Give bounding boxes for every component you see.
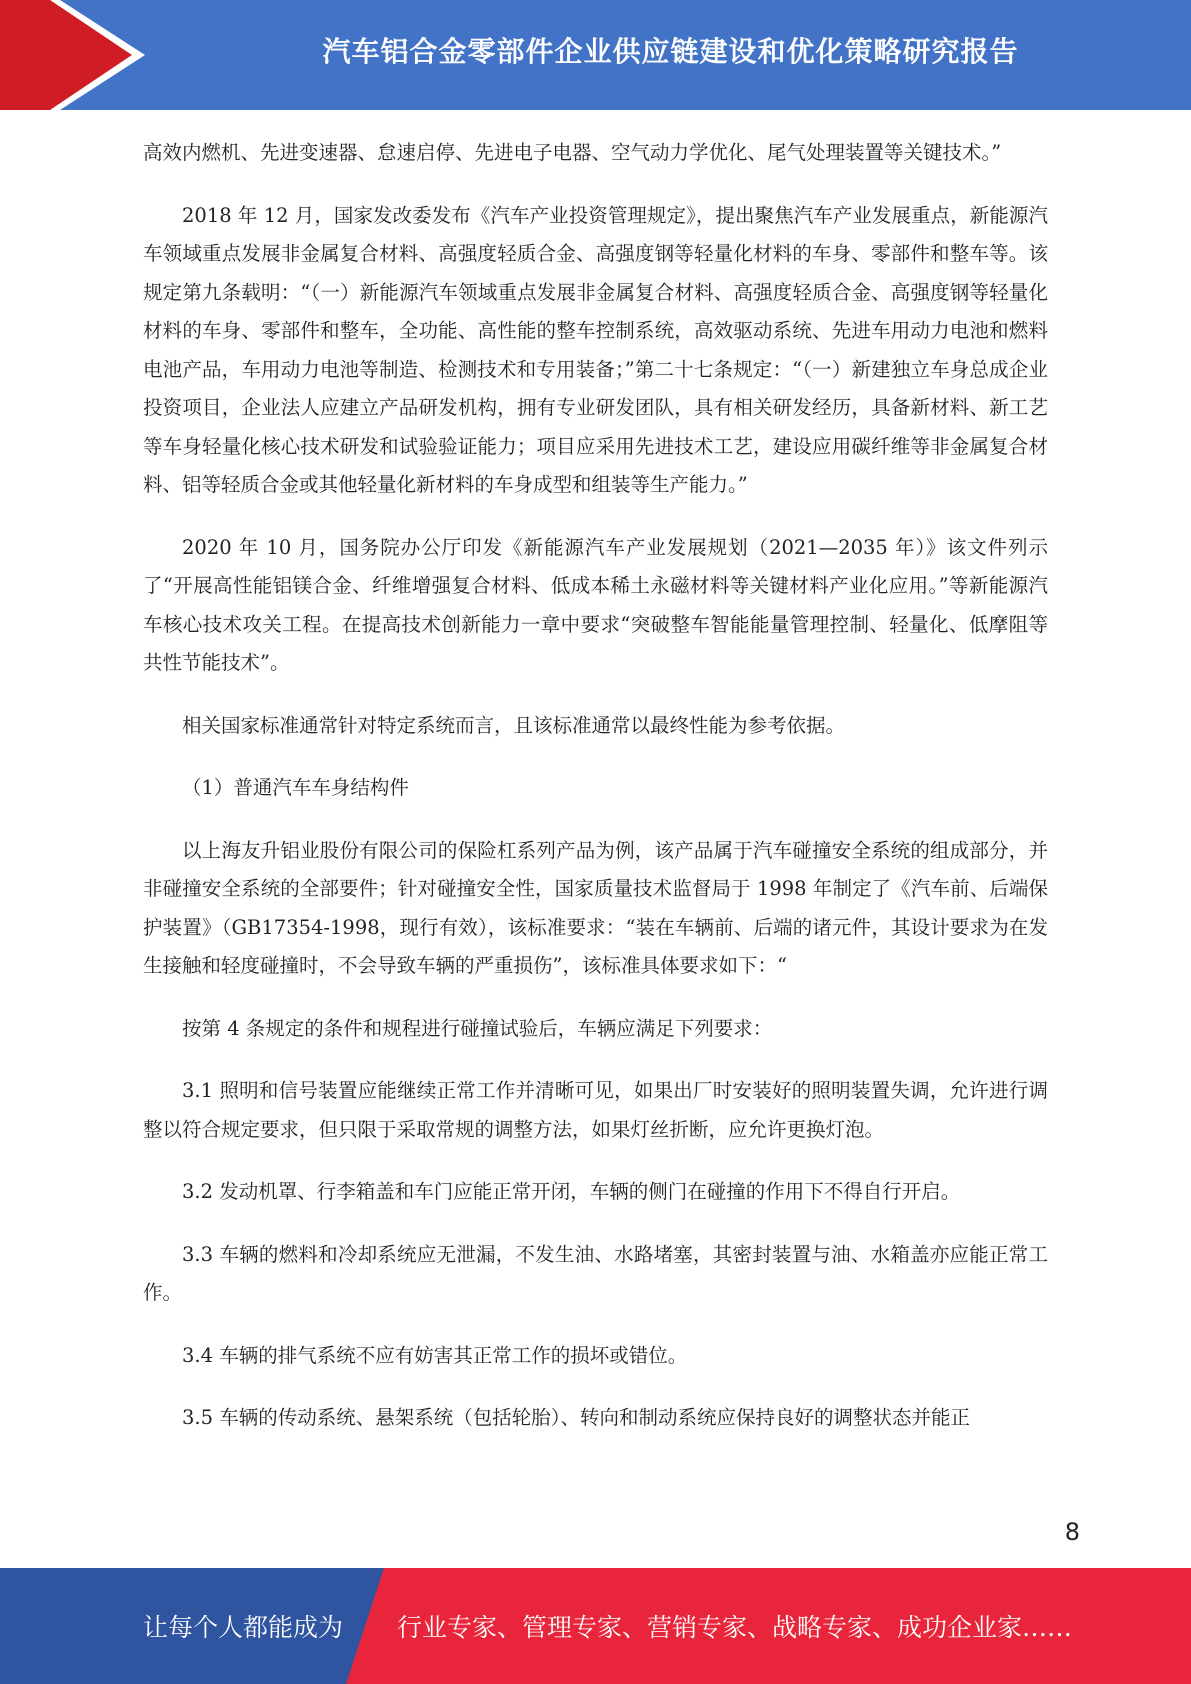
- paragraph: 相关国家标准通常针对特定系统而言，且该标准通常以最终性能为参考依据。: [182, 713, 846, 737]
- report-title: 汽车铝合金零部件企业供应链建设和优化策略研究报告: [322, 35, 1019, 68]
- footer-slogan-lead: 让每个人都能成为: [143, 1613, 344, 1642]
- paragraph: 高效内燃机、先进变速器、怠速启停、先进电子电器、空气动力学优化、尾气处理装置等关键技术。”: [143, 141, 1002, 164]
- paragraph: 按第 4 条规定的条件和规程进行碰撞试验后，车辆应满足下列要求：: [182, 1016, 773, 1040]
- paragraph: 3.4 车辆的排气系统不应有妨害其正常工作的损坏或错位。: [182, 1343, 688, 1367]
- paragraph: 以上海友升铝业股份有限公司的保险杠系列产品为例，该产品属于汽车碰撞安全系统的组成部分，并非碰撞安全系统的全部要件；针对碰撞安全性，国家质量技术监督局于 1998 年制定了《汽车前、后端保护装置》（GB17354-1998，现行有效），该标准要求：“装在车辆前、后端的诸元件，其设计要求为在发生接触和轻度碰撞时，不会导致车辆的严重损伤”，该标准具体要求如下：“: [143, 838, 1048, 977]
- paragraph: 2020 年 10 月，国务院办公厅印发《新能源汽车产业发展规划（2021—2035 年）》该文件列示了“开展高性能铝镁合金、纤维增强复合材料、低成本稀土永磁材料等关键材料产业化应用。”等新能源汽车核心技术攻关工程。在提高技术创新能力一章中要求“突破整车智能能量管理控制、轻量化、低摩阻等共性节能技术”。: [143, 535, 1048, 674]
- paragraph: 3.3 车辆的燃料和冷却系统应无泄漏，不发生油、水路堵塞，其密封装置与油、水箱盖亦应能正常工作。: [143, 1242, 1048, 1304]
- paragraph: 2018 年 12 月，国家发改委发布《汽车产业投资管理规定》，提出聚焦汽车产业发展重点，新能源汽车领域重点发展非金属复合材料、高强度轻质合金、高强度钢等轻量化材料的车身、零部件和整车等。该规定第九条载明：“（一）新能源汽车领域重点发展非金属复合材料、高强度轻质合金、高强度钢等轻量化材料的车身、零部件和整车，全功能、高性能的整车控制系统，高效驱动系统、先进车用动力电池和燃料电池产品，车用动力电池等制造、检测技术和专用装备；”第二十七条规定：“（一）新建独立车身总成企业投资项目，企业法人应建立产品研发机构，拥有专业研发团队，具有相关研发经历，具备新材料、新工艺等车身轻量化核心技术研发和试验验证能力；项目应采用先进技术工艺，建设应用碳纤维等非金属复合材料、铝等轻质合金或其他轻量化新材料的车身成型和组装等生产能力。”: [143, 203, 1048, 496]
- paragraph: 3.1 照明和信号装置应能继续正常工作并清晰可见，如果出厂时安装好的照明装置失调，允许进行调整以符合规定要求，但只限于采取常规的调整方法，如果灯丝折断，应允许更换灯泡。: [143, 1079, 1048, 1141]
- section-heading: （1）普通汽车车身结构件: [182, 776, 409, 799]
- document-body: [143, 134, 1048, 1462]
- paragraph: 3.5 车辆的传动系统、悬架系统（包括轮胎）、转向和制动系统应保持良好的调整状态并能正: [182, 1406, 970, 1429]
- footer-slogan-roles: 行业专家、管理专家、营销专家、战略专家、成功企业家……: [397, 1613, 1073, 1642]
- paragraph: 3.2 发动机罩、行李箱盖和车门应能正常开闭，车辆的侧门在碰撞的作用下不得自行开启。: [182, 1180, 961, 1203]
- page-number: 8: [1064, 1518, 1080, 1546]
- page-footer: [0, 1568, 1191, 1684]
- page-header: [0, 0, 1191, 110]
